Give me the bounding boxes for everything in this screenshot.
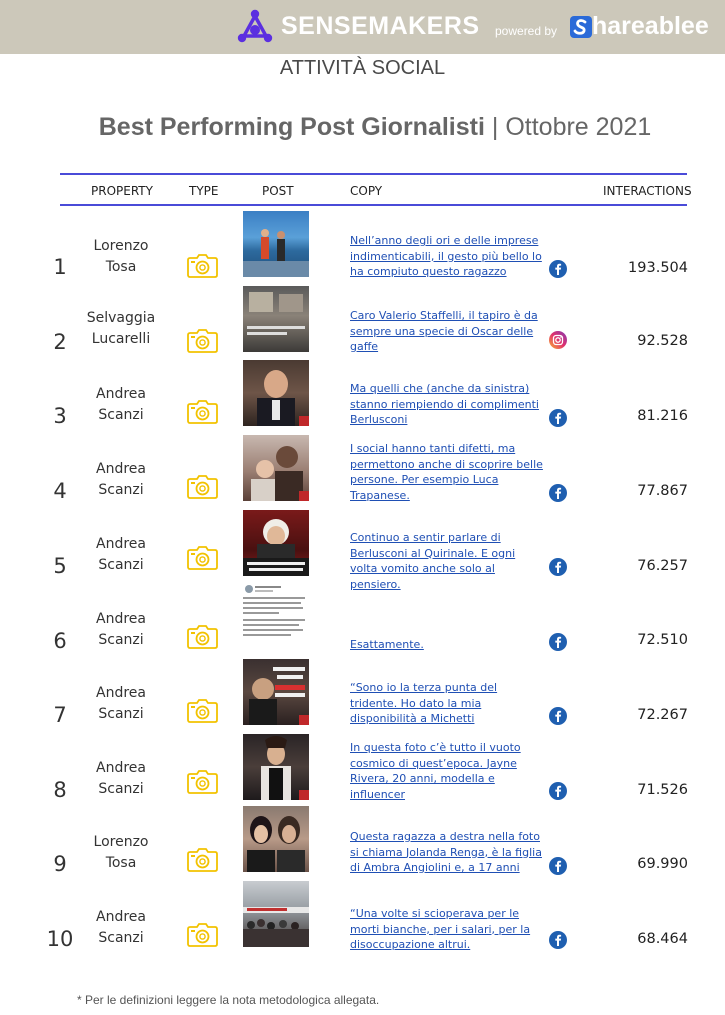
header-bottom-rule [60,204,687,206]
rank-number: 1 [53,255,67,279]
property-name: Andrea Scanzi [96,461,146,498]
post-copy-link[interactable]: Ma quelli che (anche da sinistra) stanno riempiendo di complimenti Berlusconi [350,382,539,426]
post-copy-link[interactable]: Esattamente. [350,638,424,651]
interactions-value: 77.867 [637,483,688,499]
section-title: ATTIVITÀ SOCIAL [279,57,446,79]
rank-number: 6 [53,629,67,653]
post-copy-link[interactable]: Questa ragazza a destra nella foto si chiama Jolanda Renga, è la figlia di Ambra Angiolini e, a 17 anni [350,830,542,874]
report-title-separator: | [491,113,499,141]
interactions-value: 76.257 [637,558,688,574]
camera-icon [187,400,218,424]
rank-number: 7 [53,703,67,727]
column-header-type: TYPE [189,184,219,198]
powered-by-label: powered by [495,24,558,38]
camera-icon [187,546,218,570]
post-thumbnail[interactable] [243,734,309,800]
footnote: * Per le definizioni leggere la nota metodologica allegata. [77,993,380,1007]
camera-icon [187,329,218,353]
top-bar [0,0,725,54]
property-name: Andrea Scanzi [96,685,146,722]
post-thumbnail[interactable] [243,211,309,277]
camera-icon [187,254,218,278]
interactions-value: 71.526 [637,782,688,798]
post-thumbnail[interactable] [243,286,309,352]
report-title [0,113,725,142]
table-row [0,433,725,507]
partner-name: hareablee [592,12,709,40]
table-row [0,583,725,657]
sensemakers-logo-icon [236,9,274,47]
property-name: Lorenzo Tosa [93,238,149,275]
facebook-icon[interactable] [549,409,567,427]
rank-number: 3 [53,404,67,428]
table-row [0,732,725,806]
post-thumbnail[interactable] [243,659,309,725]
column-header-copy: COPY [350,184,383,198]
interactions-value: 81.216 [637,408,688,424]
rank-number: 9 [53,852,67,876]
post-copy-link[interactable]: Nell’anno degli ori e delle imprese indimenticabili, il gesto più bello lo ha compiuto questo ragazzo [350,234,542,278]
column-header-property: PROPERTY [91,184,153,198]
facebook-icon[interactable] [549,707,567,725]
camera-icon [187,848,218,872]
property-name: Andrea Scanzi [96,611,146,648]
interactions-value: 69.990 [637,856,688,872]
post-thumbnail[interactable] [243,435,309,501]
property-name: Selvaggia Lucarelli [86,310,156,347]
rank-number: 4 [53,479,67,503]
camera-icon [187,923,218,947]
header-top-rule [60,173,687,175]
rank-number: 10 [46,927,74,951]
post-copy-link[interactable]: “Una volte si scioperava per le morti bianche, per i salari, per la disoccupazione altrui. [350,907,531,951]
facebook-icon[interactable] [549,260,567,278]
post-thumbnail[interactable] [243,360,309,426]
table-row [0,358,725,432]
post-thumbnail[interactable] [243,806,309,872]
column-header-post: POST [262,184,294,198]
facebook-icon[interactable] [549,931,567,949]
table-row [0,508,725,591]
instagram-icon[interactable] [549,331,567,349]
column-header-interactions: INTERACTIONS [603,184,692,198]
camera-icon [187,699,218,723]
facebook-icon[interactable] [549,558,567,576]
post-copy-link[interactable]: In questa foto c’è tutto il vuoto cosmico di quest’epoca. Jayne Rivera, 20 anni, modella e influencer [350,741,521,801]
facebook-icon[interactable] [549,782,567,800]
report-title-main: Best Performing Post Giornalisti [98,113,485,141]
interactions-value: 72.510 [637,632,688,648]
post-thumbnail[interactable] [243,583,309,649]
post-copy-link[interactable]: Continuo a sentir parlare di Berlusconi al Quirinale. E ogni volta vomito anche solo al pensiero. [350,531,516,591]
interactions-value: 72.267 [637,707,688,723]
post-thumbnail[interactable] [243,881,309,947]
rank-number: 5 [53,554,67,578]
rank-number: 2 [53,330,67,354]
report-period: Ottobre 2021 [505,113,652,141]
table-row [0,209,725,283]
interactions-value: 68.464 [637,931,688,947]
post-thumbnail[interactable] [243,510,309,576]
table-row [0,881,725,955]
table-row [0,806,725,880]
property-name: Andrea Scanzi [96,909,146,946]
post-copy-link[interactable]: “Sono io la terza punta del tridente. Ho dato la mia disponibilità a Michetti [350,681,498,725]
property-name: Andrea Scanzi [96,760,146,797]
table-row [0,657,725,731]
facebook-icon[interactable] [549,857,567,875]
camera-icon [187,770,218,794]
property-name: Lorenzo Tosa [93,834,149,871]
camera-icon [187,625,218,649]
post-copy-link[interactable]: Caro Valerio Staffelli, il tapiro è da sempre una specie di Oscar delle gaffe [350,309,538,353]
property-name: Andrea Scanzi [96,536,146,573]
shareablee-s-icon [570,16,592,38]
property-name: Andrea Scanzi [96,386,146,423]
facebook-icon[interactable] [549,484,567,502]
camera-icon [187,475,218,499]
interactions-value: 92.528 [637,333,688,349]
facebook-icon[interactable] [549,633,567,651]
post-copy-link[interactable]: I social hanno tanti difetti, ma permettono anche di scoprire belle persone. Per esempio Luca Trapanese. [350,442,543,502]
brand-name: SENSEMAKERS [281,12,480,40]
interactions-value: 193.504 [628,260,688,276]
rank-number: 8 [53,778,67,802]
table-row [0,284,725,358]
